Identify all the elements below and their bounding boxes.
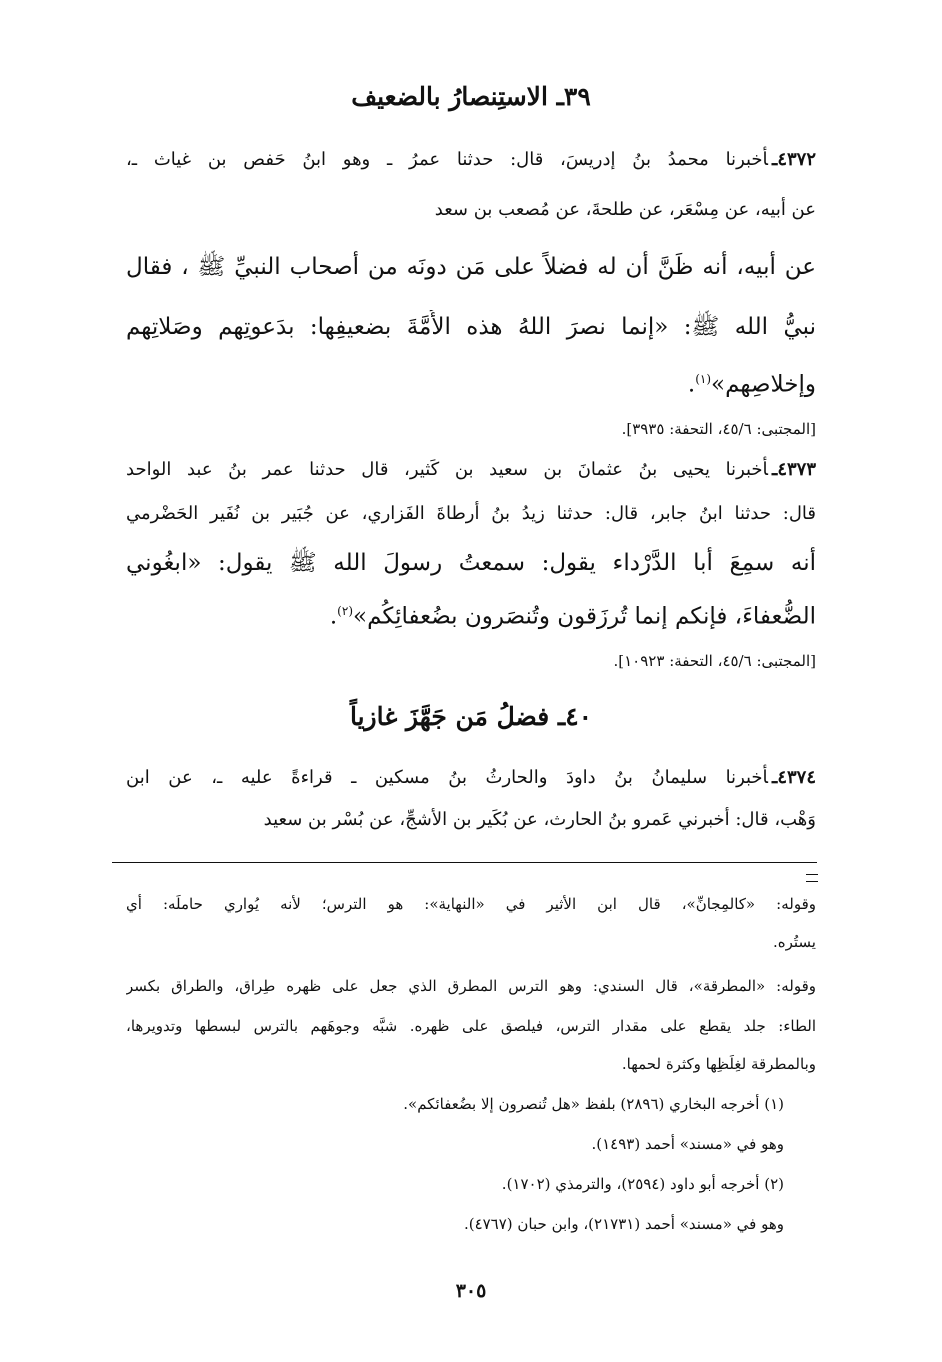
hadith-4372-matn-line-2 <box>126 310 816 344</box>
reference-text: [المجتبى: ٤٥/٦، التحفة: ١٠٩٢٣]. <box>613 652 816 670</box>
hadith-text: أخبرنا سليمانُ بنُ داودَ والحارثُ بنُ مسكين ـ قراءةً عليه ـ، عن ابن <box>126 767 769 788</box>
hadith-text: عن أبيه، عن مِسْعَر، عن طلحةَ، عن مُصعب بن سعد <box>434 199 816 220</box>
hadith-4372-matn-line-3: وإخلاصِهم»$^{(١)}$. <box>687 371 816 398</box>
note-2-line-2 <box>126 1014 816 1038</box>
footnote-1-line-1 <box>224 1092 784 1116</box>
note-1-line-2 <box>126 930 816 954</box>
hadith-text: أخبرنا يحيى بنُ عثمانَ بن سعيد بن كَثير، قال حدثنا عمر بنُ عبد الواحد <box>126 459 769 480</box>
hadith-4373-matn-line-1 <box>126 546 816 580</box>
note-1-line-1 <box>126 892 816 916</box>
hadith-text: أخبرنا محمدُ بنُ إدريسَ، قال: حدثنا عمرُ ـ وهو ابنُ حَفص بن غياث ـ، <box>126 149 769 170</box>
equals-icon <box>806 874 818 882</box>
hadith-text: عن أبيه، أنه ظَنَّ أن له فضلاً على مَن دونَه من أصحاب النبيِّ ﷺ ، فقال <box>126 254 816 280</box>
reference-text: [المجتبى: ٤٥/٦، التحفة: ٣٩٣٥]. <box>621 420 816 438</box>
hadith-4373-isnad-line-1 <box>126 456 816 484</box>
footnote-text: وهو في «مسند» أحمد (٢١٧٣١)، وابن حبان (٤٧٦٧). <box>463 1215 784 1233</box>
hadith-4372-matn-line-1 <box>126 250 816 284</box>
note-text: وقوله: «المطرقة»، قال السندي: وهو الترس المطرق الذي جعل على ظهره طِراق، والطراق بكسر <box>126 977 816 995</box>
page-number <box>126 1280 816 1302</box>
hadith-4373-reference <box>126 650 816 672</box>
hadith-number: ٤٣٧٢ـ <box>772 149 816 170</box>
chapter-40-title-text: ٤٠ـ فضلُ مَن جَهَّزَ غازياً <box>349 702 593 731</box>
footnote-marker: (٢) <box>337 604 353 618</box>
footnote-1-line-2 <box>224 1132 784 1156</box>
hadith-text: وَهْب، قال: أخبرني عَمرو بنُ الحارث، عن بُكَير بن الأشجِّ، عن بُسْر بن سعيد <box>263 809 816 830</box>
footnote-text: (٢) أخرجه أبو داود (٢٥٩٤)، والترمذي (١٧٠٢). <box>501 1175 784 1193</box>
note-text: الطاء: جلد يقطع على مقدار الترس، فيلصق على ظهره. شبَّه وجوهَهم بالترس لبسطها وتدويرها، <box>126 1017 816 1035</box>
hadith-text: نبيُّ الله ﷺ: «إنما نصرَ اللهُ هذه الأُمَّةَ بضعيفِها: بدَعوتِهم وصَلاتِهم <box>126 314 816 340</box>
footnote-divider <box>112 862 817 863</box>
chapter-40-title <box>126 702 816 731</box>
hadith-text: الضُّعفاءَ، فإنكم إنما تُرزَقون وتُنصَرون بضُعفائِكُم» <box>353 603 816 630</box>
hadith-4372-isnad-line-2 <box>126 196 816 224</box>
hadith-4374-isnad-line-2 <box>126 806 816 834</box>
page-number-text: ٣٠٥ <box>455 1280 487 1302</box>
hadith-4372-isnad-line-1 <box>126 146 816 174</box>
note-text: وقوله: «كالمِجانِّ»، قال ابن الأثير في «النهاية»: هو الترس؛ لأنه يُواري حاملَه: أي <box>126 895 816 913</box>
note-text: وبالمطرقة لغِلَظِها وكثرة لحمها. <box>621 1055 816 1073</box>
chapter-39-title <box>126 82 816 111</box>
hadith-text: قال: حدثنا ابنُ جابر، قال: حدثنا زيدُ بنُ أرطاةَ الفَزاري، عن جُبَير بن نُفَير الحَضْرمي <box>126 503 816 524</box>
chapter-39-title-text: ٣٩ـ الاستِنصارُ بالضعيف <box>351 82 591 111</box>
footnote-marker: (١) <box>695 372 712 386</box>
hadith-4372-reference <box>126 418 816 440</box>
hadith-4373-matn-line-2: الضُّعفاءَ، فإنكم إنما تُرزَقون وتُنصَرون بضُعفائِكُم»$^{(٢)}$. <box>329 603 816 630</box>
note-2-line-3 <box>126 1052 816 1076</box>
hadith-4374-isnad-line-1 <box>126 764 816 792</box>
footnote-2-line-1 <box>224 1172 784 1196</box>
hadith-number: ٤٣٧٣ـ <box>772 459 816 480</box>
footnote-text: وهو في «مسند» أحمد (١٤٩٣). <box>591 1135 784 1153</box>
hadith-number: ٤٣٧٤ـ <box>772 767 816 788</box>
footnote-2-line-2 <box>224 1212 784 1236</box>
note-text: يستُره. <box>773 933 816 951</box>
note-2-line-1 <box>126 974 816 998</box>
footnote-text: (١) أخرجه البخاري (٢٨٩٦) بلفظ «هل تُنصرون إلا بضُعفائكم». <box>403 1095 784 1113</box>
hadith-4373-isnad-line-2 <box>126 500 816 528</box>
hadith-text: أنه سمِعَ أبا الدَّرْداء يقول: سمعتُ رسولَ الله ﷺ يقول: «ابغُوني <box>126 550 816 576</box>
hadith-text: وإخلاصِهم» <box>711 371 816 398</box>
